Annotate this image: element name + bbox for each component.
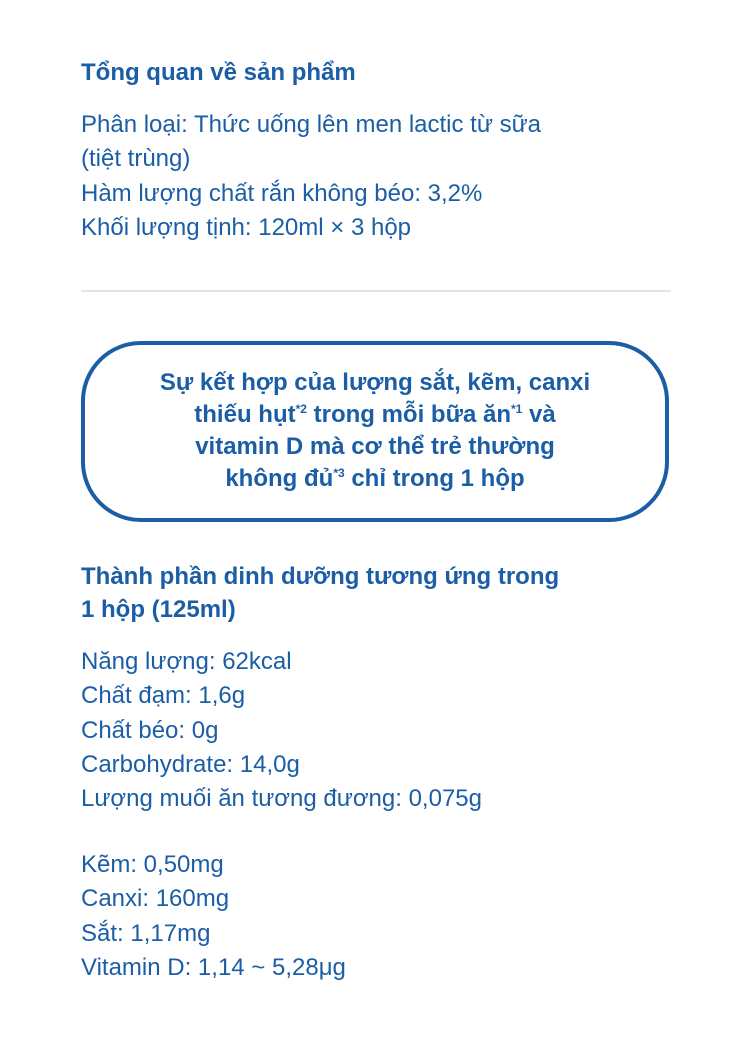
footnote-marker: *1 — [510, 401, 523, 416]
overview-net-weight: Khối lượng tịnh: 120ml × 3 hộp — [81, 213, 412, 241]
overview-title: Tổng quan về sản phẩm — [81, 59, 356, 86]
nutrition-calcium: Canxi: 160mg — [81, 885, 230, 913]
nutrition-iron: Sắt: 1,17mg — [81, 919, 211, 947]
callout-line-1: Sự kết hợp của lượng sắt, kẽm, canxi — [159, 368, 591, 396]
nutrition-protein: Chất đạm: 1,6g — [81, 682, 246, 710]
nutrition-vitamin-d: Vitamin D: 1,14 ~ 5,28μg — [81, 953, 346, 981]
overview-list — [81, 108, 541, 245]
footnote-marker: *2 — [295, 401, 307, 416]
nutrition-title — [81, 560, 559, 626]
callout-text-part: thiếu hụt — [194, 400, 296, 428]
overview-classification: Phân loại: Thức uống lên men lactic từ sữa — [81, 111, 541, 138]
callout-text-part: và — [522, 400, 556, 428]
highlight-callout — [81, 341, 669, 522]
nutrition-energy: Năng lượng: 62kcal — [81, 648, 292, 675]
callout-line-3: vitamin D mà cơ thể trẻ thường — [195, 432, 555, 460]
callout-text-part: không đủ — [225, 464, 334, 492]
nutrition-salt: Lượng muối ăn tương đương: 0,075g — [81, 785, 482, 813]
callout-line-4 — [160, 463, 590, 495]
overview-classification-note: (tiệt trùng) — [81, 145, 191, 173]
footnote-marker: *3 — [333, 465, 345, 480]
nutrition-carbohydrate: Carbohydrate: 14,0g — [81, 750, 300, 778]
nutrition-zinc: Kẽm: 0,50mg — [81, 851, 224, 878]
callout-text — [160, 367, 590, 495]
callout-text-part: chỉ trong 1 hộp — [344, 464, 525, 492]
callout-line-2 — [160, 399, 590, 431]
overview-solids: Hàm lượng chất rắn không béo: 3,2% — [81, 179, 483, 207]
nutrition-fat: Chất béo: 0g — [81, 716, 219, 744]
nutrition-basic-list — [81, 645, 482, 816]
section-divider — [81, 290, 671, 292]
nutrition-title-line-1: Thành phần dinh dưỡng tương ứng trong — [81, 563, 560, 590]
nutrition-title-line-2: 1 hộp (125ml) — [81, 596, 236, 623]
callout-text-part: trong mỗi bữa ăn — [306, 400, 511, 428]
nutrition-mineral-list — [81, 848, 346, 985]
